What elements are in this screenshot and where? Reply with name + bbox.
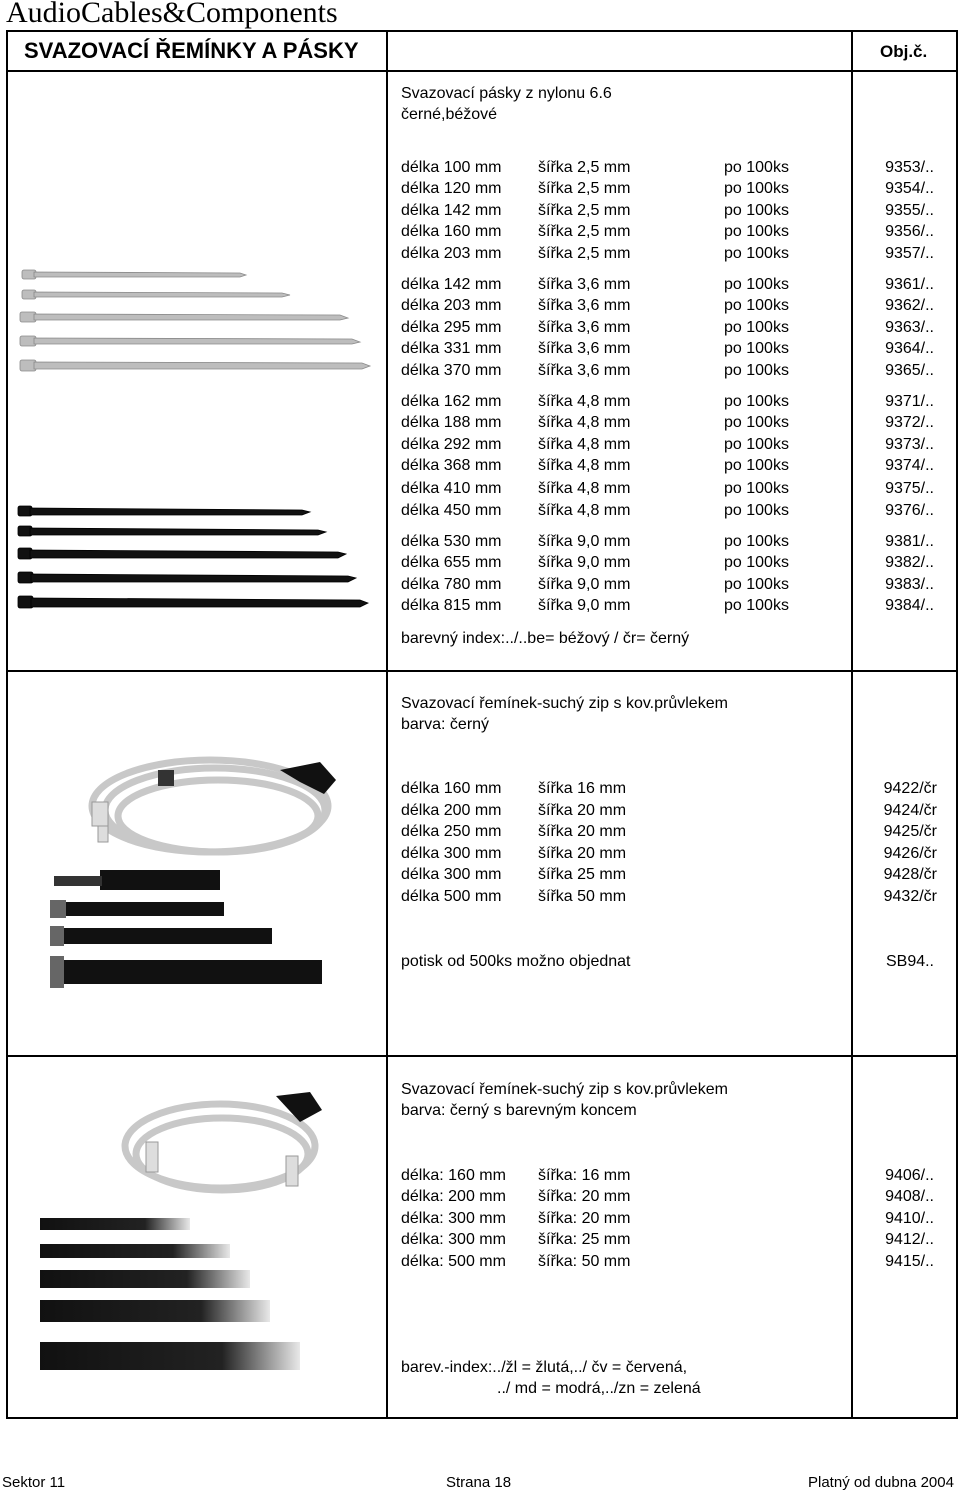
row-length: délka 500 mm	[401, 888, 502, 905]
row-width: šířka 2,5 mm	[538, 244, 631, 262]
brand-title: AudioCables&Components	[6, 0, 338, 29]
velcro-colored-straps-picture	[30, 1086, 350, 1386]
row-order-code: 9375/..	[885, 479, 934, 497]
row-length: délka 655 mm	[401, 554, 502, 572]
row-length: délka 815 mm	[401, 597, 502, 615]
row-width: šířka 2,5 mm	[538, 180, 631, 198]
row-order-code: 9426/čr	[883, 844, 937, 862]
row-width: šířka: 20 mm	[538, 1188, 631, 1206]
row-width: šířka 20 mm	[538, 844, 627, 862]
row-length: délka 200 mm	[401, 801, 502, 819]
row-order-code: 9381/..	[885, 533, 934, 550]
row-order-code: 9353/..	[885, 159, 934, 176]
row-pack: po 100ks	[724, 244, 789, 262]
row-order-code: 9408/..	[885, 1188, 934, 1206]
color-index-note: ../ md = modrá,../zn = zelená	[497, 1380, 701, 1397]
row-order-code: 9428/čr	[883, 866, 937, 884]
row-order-code: 9422/čr	[883, 780, 937, 797]
row-order-code: 9361/..	[885, 276, 934, 293]
section-title: černé,béžové	[401, 106, 498, 124]
color-index-note: barevný index:../..be= béžový / čr= černý	[401, 630, 690, 647]
row-width: šířka 20 mm	[538, 801, 627, 819]
row-pack: po 100ks	[724, 223, 789, 241]
section-title: Svazovací řemínek-suchý zip s kov.průvlekem	[401, 1081, 728, 1098]
row-width: šířka 16 mm	[538, 780, 627, 797]
row-length: délka 450 mm	[401, 501, 502, 519]
footer-valid-from: Platný od dubna 2004	[808, 1474, 954, 1491]
row-length: délka 100 mm	[401, 159, 502, 176]
footer-page: Strana 18	[446, 1474, 512, 1491]
row-length: délka 530 mm	[401, 533, 502, 550]
row-pack: po 100ks	[724, 276, 789, 293]
column-divider-left	[386, 30, 388, 1419]
row-order-code: 9425/čr	[883, 823, 937, 841]
row-width: šířka 2,5 mm	[538, 201, 631, 219]
row-pack: po 100ks	[724, 318, 789, 336]
row-order-code: 9424/čr	[883, 801, 937, 819]
row-width: šířka: 16 mm	[538, 1167, 631, 1184]
row-pack: po 100ks	[724, 393, 789, 410]
row-width: šířka 3,6 mm	[538, 340, 631, 358]
section-divider-2	[6, 1055, 958, 1057]
row-pack: po 100ks	[724, 414, 789, 432]
row-length: délka 250 mm	[401, 823, 502, 841]
order-code-header: Obj.č.	[880, 42, 928, 61]
row-pack: po 100ks	[724, 457, 789, 475]
row-pack: po 100ks	[724, 340, 789, 358]
header-divider	[6, 70, 958, 72]
velcro-straps-picture	[40, 750, 360, 1000]
row-width: šířka 25 mm	[538, 866, 627, 884]
print-order-code: SB94..	[885, 953, 934, 970]
row-pack: po 100ks	[724, 435, 789, 453]
row-order-code: 9374/..	[885, 457, 934, 475]
row-length: délka: 300 mm	[401, 1209, 506, 1227]
row-pack: po 100ks	[724, 297, 789, 315]
row-length: délka 203 mm	[401, 244, 502, 262]
row-width: šířka 4,8 mm	[538, 414, 631, 432]
section-title: Svazovací pásky z nylonu 6.6	[401, 85, 612, 102]
cable-ties-picture	[14, 262, 374, 614]
row-width: šířka 9,0 mm	[538, 554, 631, 572]
row-width: šířka 9,0 mm	[538, 597, 631, 615]
row-pack: po 100ks	[724, 575, 789, 593]
row-width: šířka 3,6 mm	[538, 318, 631, 336]
row-pack: po 100ks	[724, 159, 789, 176]
row-width: šířka 2,5 mm	[538, 159, 631, 176]
row-pack: po 100ks	[724, 479, 789, 497]
row-order-code: 9372/..	[885, 414, 934, 432]
section-title: barva: černý s barevným koncem	[401, 1102, 637, 1120]
row-length: délka 368 mm	[401, 457, 502, 475]
row-width: šířka: 25 mm	[538, 1231, 631, 1249]
row-length: délka 300 mm	[401, 866, 502, 884]
row-order-code: 9410/..	[885, 1209, 934, 1227]
row-width: šířka 4,8 mm	[538, 393, 631, 410]
row-length: délka 160 mm	[401, 223, 502, 241]
row-length: délka 295 mm	[401, 318, 502, 336]
row-length: délka 370 mm	[401, 361, 502, 379]
row-order-code: 9355/..	[885, 201, 934, 219]
row-length: délka 203 mm	[401, 297, 502, 315]
row-length: délka 142 mm	[401, 276, 502, 293]
row-order-code: 9384/..	[885, 597, 934, 615]
row-order-code: 9354/..	[885, 180, 934, 198]
row-pack: po 100ks	[724, 180, 789, 198]
row-pack: po 100ks	[724, 201, 789, 219]
row-length: délka: 200 mm	[401, 1188, 506, 1206]
row-length: délka: 160 mm	[401, 1167, 506, 1184]
row-pack: po 100ks	[724, 501, 789, 519]
row-order-code: 9382/..	[885, 554, 934, 572]
row-order-code: 9371/..	[885, 393, 934, 410]
row-width: šířka 9,0 mm	[538, 575, 631, 593]
row-order-code: 9363/..	[885, 318, 934, 336]
row-width: šířka 4,8 mm	[538, 435, 631, 453]
section-divider-1	[6, 670, 958, 672]
row-length: délka 120 mm	[401, 180, 502, 198]
row-length: délka 300 mm	[401, 844, 502, 862]
column-divider-right	[851, 30, 853, 1419]
row-pack: po 100ks	[724, 533, 789, 550]
row-order-code: 9432/čr	[883, 888, 937, 905]
row-order-code: 9412/..	[885, 1231, 934, 1249]
row-length: délka 162 mm	[401, 393, 502, 410]
row-width: šířka 4,8 mm	[538, 479, 631, 497]
row-width: šířka: 20 mm	[538, 1209, 631, 1227]
row-length: délka: 500 mm	[401, 1252, 506, 1270]
row-width: šířka 3,6 mm	[538, 276, 631, 293]
print-note: potisk od 500ks možno objednat	[401, 953, 631, 970]
footer-sector: Sektor 11	[2, 1474, 66, 1491]
row-width: šířka 50 mm	[538, 888, 627, 905]
row-width: šířka 3,6 mm	[538, 361, 631, 379]
row-width: šířka 4,8 mm	[538, 501, 631, 519]
row-length: délka 292 mm	[401, 435, 502, 453]
row-order-code: 9373/..	[885, 435, 934, 453]
row-order-code: 9415/..	[885, 1252, 934, 1270]
row-order-code: 9376/..	[885, 501, 934, 519]
row-width: šířka: 50 mm	[538, 1252, 631, 1270]
row-length: délka 780 mm	[401, 575, 502, 593]
row-width: šířka 9,0 mm	[538, 533, 631, 550]
row-length: délka 331 mm	[401, 340, 502, 358]
row-length: délka 188 mm	[401, 414, 502, 432]
page-title: SVAZOVACÍ ŘEMÍNKY A PÁSKY	[24, 38, 359, 63]
row-length: délka: 300 mm	[401, 1231, 506, 1249]
row-length: délka 142 mm	[401, 201, 502, 219]
row-length: délka 410 mm	[401, 479, 502, 497]
row-order-code: 9364/..	[885, 340, 934, 358]
row-order-code: 9362/..	[885, 297, 934, 315]
color-index-note: barev.-index:../žl = žlutá,../ čv = červená,	[401, 1359, 688, 1376]
row-length: délka 160 mm	[401, 780, 502, 797]
row-pack: po 100ks	[724, 597, 789, 615]
row-order-code: 9356/..	[885, 223, 934, 241]
row-order-code: 9357/..	[885, 244, 934, 262]
row-width: šířka 3,6 mm	[538, 297, 631, 315]
row-order-code: 9365/..	[885, 361, 934, 379]
row-order-code: 9406/..	[885, 1167, 934, 1184]
row-pack: po 100ks	[724, 361, 789, 379]
row-width: šířka 20 mm	[538, 823, 627, 841]
row-width: šířka 2,5 mm	[538, 223, 631, 241]
section-title: barva: černý	[401, 716, 490, 734]
row-width: šířka 4,8 mm	[538, 457, 631, 475]
row-order-code: 9383/..	[885, 575, 934, 593]
row-pack: po 100ks	[724, 554, 789, 572]
section-title: Svazovací řemínek-suchý zip s kov.průvlekem	[401, 695, 728, 712]
